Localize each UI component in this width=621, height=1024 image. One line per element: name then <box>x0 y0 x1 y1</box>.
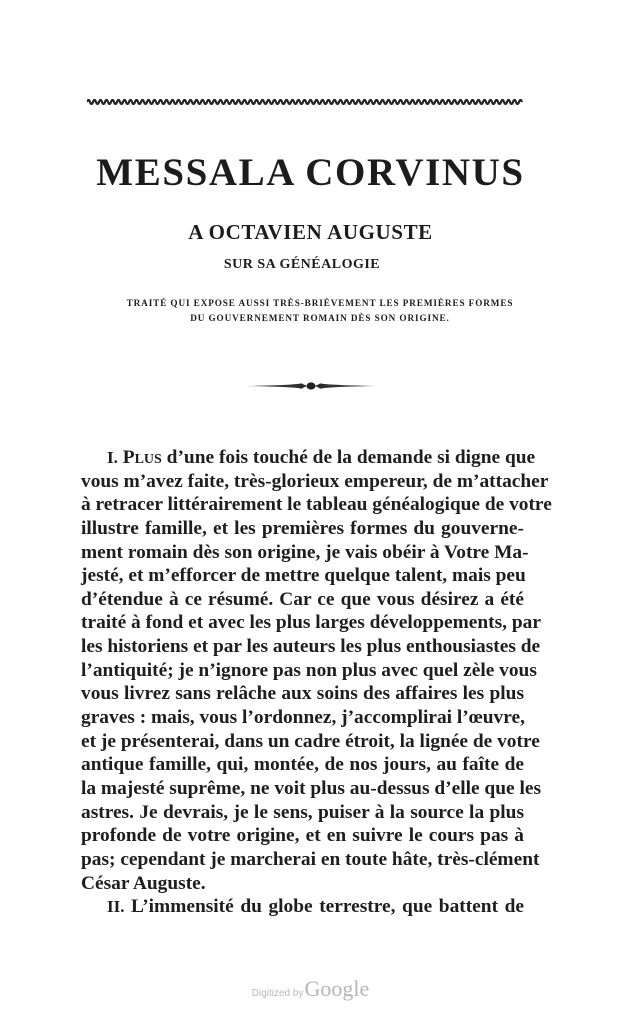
text-line: astres. Je devrais, je le sens, puiser à la source la plus <box>81 801 524 823</box>
text-line: profonde de votre origine, et en suivre le cours pas à <box>81 825 524 847</box>
text-run: d’une fois touché de la demande si digne que <box>161 447 536 468</box>
text-line-last: César Auguste. <box>81 872 206 894</box>
text-line: la majesté suprême, ne voit plus au-dessus d’elle que les <box>81 777 541 799</box>
lead-word: Plus <box>122 447 162 468</box>
page-title: MESSALA CORVINUS <box>96 151 525 194</box>
text-line: vous livrez sans relâche aux soins des affaires les plus <box>81 683 524 705</box>
text-line: vous m’avez faite, très-glorieux empereur, de m’attacher <box>81 470 549 492</box>
page-subtitle: A OCTAVIEN AUGUSTE <box>188 220 433 244</box>
abstract <box>100 296 540 326</box>
section-numeral: II. <box>107 897 125 917</box>
page-subsubtitle: SUR SA GÉNÉALOGIE <box>223 257 381 272</box>
text-line: l’antiquité; je n’ignore pas non plus avec quel zèle vous <box>81 659 537 681</box>
body-text <box>81 446 552 919</box>
text-line: antique famille, qui, montée, de nos jours, au faîte de <box>81 754 524 776</box>
digitized-by-label: Digitized by <box>251 988 304 999</box>
text-run: L’immensité du globe terrestre, que battent de <box>124 896 524 918</box>
paragraph-2-first-line <box>81 895 524 919</box>
text-line: d’étendue à ce résumé. Car ce que vous désirez a été <box>81 588 524 610</box>
text-line: jesté, et m’efforcer de mettre quelque talent, mais peu <box>81 565 526 587</box>
text-line: et je présenterai, dans un cadre étroit, la lignée de votre <box>81 730 540 752</box>
text-line: illustre famille, et les premières formes du gouverne- <box>81 517 524 539</box>
abstract-line: DU GOUVERNEMENT ROMAIN DÈS SON ORIGINE. <box>190 313 450 323</box>
wavy-rule-ornament <box>87 97 523 107</box>
section-divider-ornament <box>243 380 379 392</box>
google-logo: Google <box>304 976 370 1001</box>
paragraph-1-first-line <box>81 446 536 470</box>
text-line: les historiens et par les auteurs les plus enthousiastes de <box>81 636 541 658</box>
section-numeral: I. <box>107 448 118 467</box>
text-line: traité à fond et avec les plus larges développements, par <box>81 612 541 634</box>
text-line: pas; cependant je marcherai en toute hâte, très-clément <box>81 848 540 870</box>
digitized-watermark <box>0 976 621 1002</box>
abstract-line: TRAITÉ QUI EXPOSE AUSSI TRÈS-BRIÈVEMENT LES PREMIÈRES FORMES <box>126 298 514 308</box>
text-line: graves : mais, vous l’ordonnez, j’accomplirai l’œuvre, <box>81 707 525 729</box>
text-line: à retracer littérairement le tableau généalogique de votre <box>81 494 552 516</box>
text-line: ment romain dès son origine, je vais obéir à Votre Ma- <box>81 541 529 563</box>
